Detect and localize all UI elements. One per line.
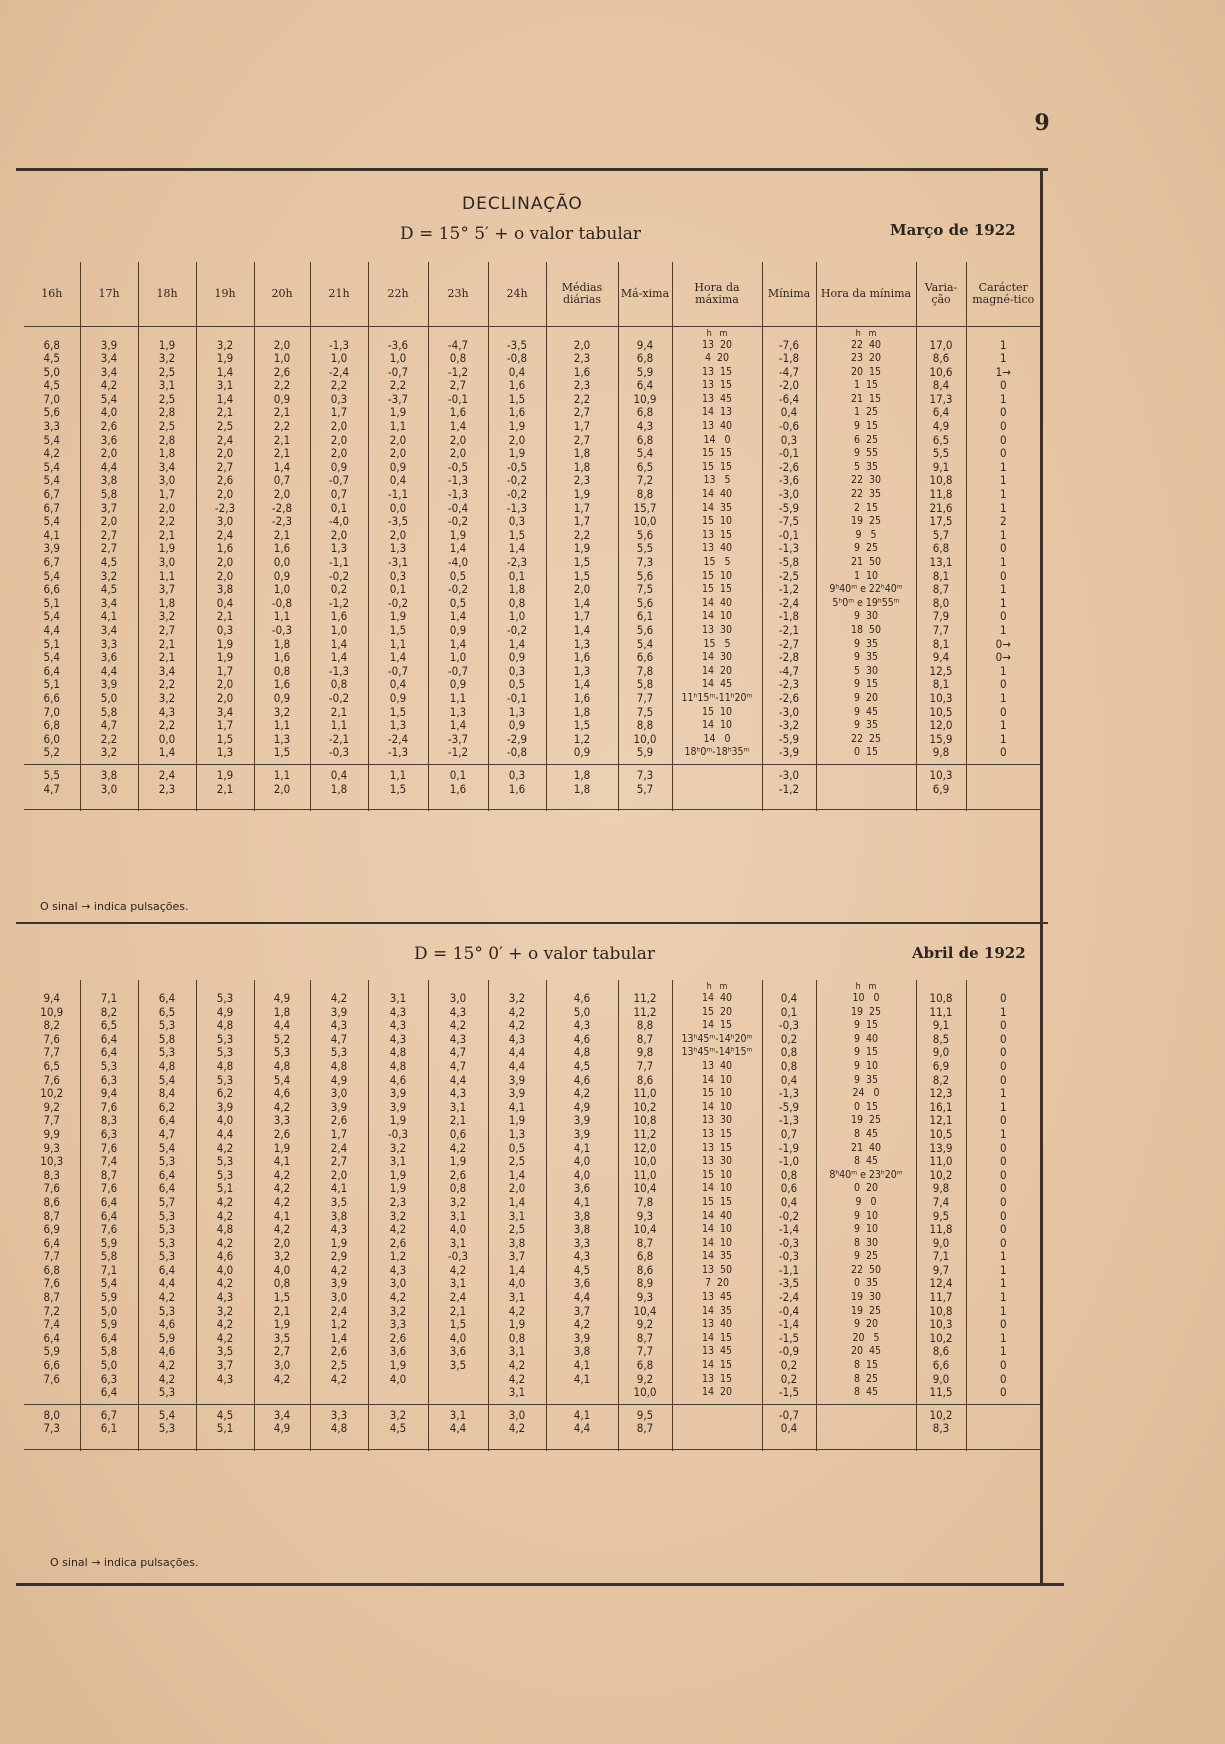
april-unit-hora-maxima: h m <box>672 980 762 992</box>
april-means-row <box>24 1404 1040 1449</box>
march-col-21h: -1,3 1,0 -2,4 2,2 0,3 1,7 2,0 2,0 2,0 0,9 -0,7 0,7 0,1 -4,0 2,0 1,3 -1,1 -0,2 0,2 -1,2 1,6 1,0 1,4 1,4 -1,3 0,8 -0,2 2,1 1,1 -2,1 -0,3 <box>310 339 368 765</box>
april-mean-medias: 4,1 4,4 <box>546 1404 618 1449</box>
march-col-maxima: 9,4 6,8 5,9 6,4 10,9 6,8 4,3 6,8 5,4 6,5 7,2 8,8 15,7 10,0 5,6 5,5 7,3 5,6 7,5 5,6 6,1 5,6 5,4 6,6 7,8 5,8 7,7 7,5 8,8 10,0 5,9 <box>618 339 672 765</box>
april-col-17h: 7,1 8,2 6,5 6,4 6,4 5,3 6,3 9,4 7,6 8,3 6,3 7,6 7,4 8,7 7,6 6,4 6,4 7,6 5,9 5,8 7,1 5,4 5,9 5,0 5,9 6,4 5,8 5,0 6,3 6,4 <box>80 992 138 1404</box>
march-header-hora-minima: Hora da mínima <box>816 262 916 326</box>
april-unit-hora-minima: h m <box>816 980 916 992</box>
march-mean-maxima: 7,3 5,7 <box>618 764 672 809</box>
page-number: 9 <box>1034 110 1050 136</box>
march-col-16h: 6,8 4,5 5,0 4,5 7,0 5,6 3,3 5,4 4,2 5,4 5,4 6,7 6,7 5,4 4,1 3,9 6,7 5,4 6,6 5,1 5,4 4,4 5,1 5,4 6,4 5,1 6,6 7,0 6,8 6,0 5,2 <box>43 338 60 760</box>
march-col-24h: -3,5 -0,8 0,4 1,6 1,5 1,6 1,9 2,0 1,9 -0,5 -0,2 -0,2 -1,3 0,3 1,5 1,4 -2,3 0,1 1,8 0,8 1,0 -0,2 1,4 0,9 0,3 0,5 -0,1 1,3 0,9 -2,9 -0,8 <box>488 339 546 765</box>
march-header-20h: 20h <box>254 262 310 326</box>
march-header-hora-maxima: Hora da máxima <box>672 262 762 326</box>
march-col-hora-minima: 22 40 23 20 20 15 1 15 21 15 1 25 9 15 6 25 9 55 5 35 22 30 22 35 2 15 19 25 9 5 9 25 21 50 1 10 9ʰ40ᵐ e 22ʰ40ᵐ 5ʰ0ᵐ e 19ʰ55ᵐ 9 30 18 50 9 35 9 35 5 30 9 15 9 20 9 45 9 35 22 25 0 15 <box>816 339 916 765</box>
april-mean-21h: 3,3 4,8 <box>310 1404 368 1449</box>
march-unit-hora-minima: h m <box>816 326 916 339</box>
march-month: Março de 1922 <box>890 221 1016 239</box>
april-col-18h: 6,4 6,5 5,3 5,8 5,3 4,8 5,4 8,4 6,2 6,4 4,7 5,4 5,3 6,4 6,4 5,7 5,3 5,3 5,3 5,3 6,4 4,4 4,2 5,3 4,6 5,9 4,6 4,2 4,2 5,3 <box>138 992 196 1404</box>
march-col-minima: -7,6 -1,8 -4,7 -2,0 -6,4 0,4 -0,6 0,3 -0,1 -2,6 -3,6 -3,0 -5,9 -7,5 -0,1 -1,3 -5,8 -2,5 -1,2 -2,4 -1,8 -2,1 -2,7 -2,8 -4,7 -2,3 -2,6 -3,0 -3,2 -5,9 -3,9 <box>762 339 816 765</box>
march-col-hora-maxima: 13 20 4 20 13 15 13 15 13 45 14 13 13 40 14 0 15 15 15 15 13 5 14 40 14 35 15 10 13 15 13 40 15 5 15 10 15 15 14 40 14 10 13 30 15 5 14 30 14 20 14 45 11ʰ15ᵐ-11ʰ20ᵐ 15 10 14 10 14 0 18ʰ0ᵐ-18ʰ35ᵐ <box>672 339 762 765</box>
march-formula: D = 15° 5′ + o valor tabular <box>400 224 642 244</box>
frame-middle-rule <box>16 922 1048 924</box>
march-col-caracter: 1 1 1→ 0 1 0 0 0 0 1 1 1 1 2 1 0 1 0 1 1 0 1 0→ 0→ 1 0 1 0 1 1 0 <box>966 339 1040 765</box>
april-note: O sinal → indica pulsações. <box>50 1556 199 1569</box>
april-col-19h: 5,3 4,9 4,8 5,3 5,3 4,8 5,3 6,2 3,9 4,0 4,4 4,2 5,3 5,3 5,1 4,2 4,2 4,8 4,2 4,6 4,0 4,2 4,3 3,2 4,2 4,2 3,5 3,7 4,3 <box>196 992 254 1404</box>
march-header-variacao: Varia-ção <box>916 262 966 326</box>
march-header-22h: 22h <box>368 262 428 326</box>
april-mean-22h: 3,2 4,5 <box>368 1404 428 1449</box>
march-mean-17h: 3,8 3,0 <box>80 764 138 809</box>
april-month: Abril de 1922 <box>912 944 1026 962</box>
march-mean-24h: 0,3 1,6 <box>488 764 546 809</box>
march-unit-hora-maxima: h m <box>672 326 762 339</box>
april-col-16h: 9,4 10,9 8,2 7,6 7,7 6,5 7,6 10,2 9,2 7,7 9,9 9,3 10,3 8,3 7,6 8,6 8,7 6,9 6,4 7,7 6,8 7,6 8,7 7,2 7,4 6,4 5,9 6,6 7,6 <box>40 992 64 1386</box>
april-mean-caracter <box>966 1404 1040 1449</box>
march-header-23h: 23h <box>428 262 488 326</box>
april-mean-17h: 6,7 6,1 <box>80 1404 138 1449</box>
march-header-medias: Médias diárias <box>546 262 618 326</box>
march-bottom-rule <box>24 809 1040 811</box>
frame-right-rule <box>1040 168 1043 1586</box>
april-mean-variacao: 10,2 8,3 <box>916 1404 966 1449</box>
april-col-minima: 0,4 0,1 -0,3 0,2 0,8 0,8 0,4 -1,3 -5,9 -1,3 0,7 -1,9 -1,0 0,8 0,6 0,4 -0,2 -1,4 -0,3 -0,3 -1,1 -3,5 -2,4 -0,4 -1,4 -1,5 -0,9 0,2 0,2 -1,5 <box>762 992 816 1404</box>
march-header-19h: 19h <box>196 262 254 326</box>
march-header-18h: 18h <box>138 262 196 326</box>
april-mean-19h: 4,5 5,1 <box>196 1404 254 1449</box>
march-header-24h: 24h <box>488 262 546 326</box>
april-mean-hora-maxima <box>672 1404 762 1449</box>
march-header-maxima: Má-xima <box>618 262 672 326</box>
april-col-maxima: 11,2 11,2 8,8 8,7 9,8 7,7 8,6 11,0 10,2 10,8 11,2 12,0 10,0 11,0 10,4 7,8 9,3 10,4 8,7 6,8 8,6 8,9 9,3 10,4 9,2 8,7 7,7 6,8 9,2 10,0 <box>618 992 672 1404</box>
march-header-21h: 21h <box>310 262 368 326</box>
march-units-row <box>24 326 1040 339</box>
march-header-16h: 16h <box>24 262 80 326</box>
march-mean-20h: 1,1 2,0 <box>254 764 310 809</box>
march-mean-variacao: 10,3 6,9 <box>916 764 966 809</box>
march-mean-hora-maxima <box>672 764 762 809</box>
april-col-variacao: 10,8 11,1 9,1 8,5 9,0 6,9 8,2 12,3 16,1 12,1 10,5 13,9 11,0 10,2 9,8 7,4 9,5 11,8 9,0 7,1 9,7 12,4 11,7 10,8 10,3 10,2 8,6 6,6 9,0 11,5 <box>916 992 966 1404</box>
frame-top-rule <box>16 168 1048 171</box>
april-col-hora-minima: 10 0 19 25 9 15 9 40 9 15 9 10 9 35 24 0 0 15 19 25 8 45 21 40 8 45 8ʰ40ᵐ e 23ʰ20ᵐ 0 20 9 0 9 10 9 10 8 30 9 25 22 50 0 35 19 30 19 25 9 20 20 5 20 45 8 15 8 25 8 45 <box>816 992 916 1404</box>
march-mean-caracter <box>966 764 1040 809</box>
april-mean-23h: 3,1 4,4 <box>428 1404 488 1449</box>
april-mean-24h: 3,0 4,2 <box>488 1404 546 1449</box>
april-mean-18h: 5,4 5,3 <box>138 1404 196 1449</box>
march-header-caracter: Carácter magné-tico <box>966 262 1040 326</box>
march-col-medias: 2,0 2,3 1,6 2,3 2,2 2,7 1,7 2,7 1,8 1,8 2,3 1,9 1,7 1,7 2,2 1,9 1,5 1,5 2,0 1,4 1,7 1,4 1,3 1,6 1,3 1,4 1,6 1,8 1,5 1,2 0,9 <box>546 339 618 765</box>
march-header-minima: Mínima <box>762 262 816 326</box>
march-mean-23h: 0,1 1,6 <box>428 764 488 809</box>
april-table <box>24 980 1040 1451</box>
april-col-22h: 3,1 4,3 4,3 4,3 4,8 4,8 4,6 3,9 3,9 1,9 -0,3 3,2 3,1 1,9 1,9 2,3 3,2 4,2 2,6 1,2 4,3 3,0 4,2 3,2 3,3 2,6 3,6 1,9 4,0 <box>368 992 428 1404</box>
march-mean-hora-minima <box>816 764 916 809</box>
march-mean-19h: 1,9 2,1 <box>196 764 254 809</box>
april-bottom-rule <box>24 1449 1040 1451</box>
april-mean-hora-minima <box>816 1404 916 1449</box>
march-mean-18h: 2,4 2,3 <box>138 764 196 809</box>
april-units-row <box>24 980 1040 992</box>
march-header-17h: 17h <box>80 262 138 326</box>
april-daily-rows <box>24 992 1040 1404</box>
march-col-23h: -4,7 0,8 -1,2 2,7 -0,1 1,6 1,4 2,0 2,0 -0,5 -1,3 -1,3 -0,4 -0,2 1,9 1,4 -4,0 0,5 -0,2 0,5 1,4 0,9 1,4 1,0 -0,7 0,9 1,1 1,3 1,4 -3,7 -1,2 <box>428 339 488 765</box>
april-col-23h: 3,0 4,3 4,2 4,3 4,7 4,7 4,4 4,3 3,1 2,1 0,6 4,2 1,9 2,6 0,8 3,2 3,1 4,0 3,1 -0,3 4,2 3,1 2,4 2,1 1,5 4,0 3,6 3,5 <box>428 992 488 1404</box>
march-col-variacao: 17,0 8,6 10,6 8,4 17,3 6,4 4,9 6,5 5,5 9,1 10,8 11,8 21,6 17,5 5,7 6,8 13,1 8,1 8,7 8,0 7,9 7,7 8,1 9,4 12,5 8,1 10,3 10,5 12,0 15,9 9,8 <box>916 339 966 765</box>
march-table <box>24 262 1040 811</box>
april-col-medias: 4,6 5,0 4,3 4,6 4,8 4,5 4,6 4,2 4,9 3,9 3,9 4,1 4,0 4,0 3,6 4,1 3,8 3,8 3,3 4,3 4,5 3,6 4,4 3,7 4,2 3,9 3,8 4,1 4,1 <box>546 992 618 1404</box>
march-means-row <box>24 764 1040 809</box>
april-col-caracter: 0 1 0 0 0 0 0 1 1 0 1 0 0 0 0 0 0 0 0 1 1 1 1 1 0 1 1 0 0 0 <box>966 992 1040 1404</box>
april-mean-maxima: 9,5 8,7 <box>618 1404 672 1449</box>
march-col-18h: 1,9 3,2 2,5 3,1 2,5 2,8 2,5 2,8 1,8 3,4 3,0 1,7 2,0 2,2 2,1 1,9 3,0 1,1 3,7 1,8 3,2 2,7 2,1 2,1 3,4 2,2 3,2 4,3 2,2 0,0 1,4 <box>138 339 196 765</box>
march-col-22h: -3,6 1,0 -0,7 2,2 -3,7 1,9 1,1 2,0 2,0 0,9 0,4 -1,1 0,0 -3,5 2,0 1,3 -3,1 0,3 0,1 -0,2 1,9 1,5 1,1 1,4 -0,7 0,4 0,9 1,5 1,3 -2,4 -1,3 <box>368 339 428 765</box>
april-col-20h: 4,9 1,8 4,4 5,2 5,3 4,8 5,4 4,6 4,2 3,3 2,6 1,9 4,1 4,2 4,2 4,2 4,1 4,2 2,0 3,2 4,0 0,8 1,5 2,1 1,9 3,5 2,7 3,0 4,2 <box>254 992 310 1404</box>
march-col-20h: 2,0 1,0 2,6 2,2 0,9 2,1 2,2 2,1 2,1 1,4 0,7 2,0 -2,8 -2,3 2,1 1,6 0,0 0,9 1,0 -0,8 1,1 -0,3 1,8 1,6 0,8 1,6 0,9 3,2 1,1 1,3 1,5 <box>254 339 310 765</box>
march-note: O sinal → indica pulsações. <box>40 900 189 913</box>
march-mean-medias: 1,8 1,8 <box>546 764 618 809</box>
april-formula: D = 15° 0′ + o valor tabular <box>414 944 656 964</box>
march-mean-16h: 5,5 4,7 <box>24 764 80 809</box>
march-mean-minima: -3,0 -1,2 <box>762 764 816 809</box>
april-col-hora-maxima: 14 40 15 20 14 15 13ʰ45ᵐ-14ʰ20ᵐ 13ʰ45ᵐ-14ʰ15ᵐ 13 40 14 10 15 10 14 10 13 30 13 15 13 15 13 30 15 10 14 10 15 15 14 40 14 10 14 10 14 35 13 50 7 20 13 45 14 35 13 40 14 15 13 45 14 15 13 15 14 20 <box>672 992 762 1404</box>
march-daily-rows <box>24 339 1040 765</box>
april-mean-16h: 8,0 7,3 <box>24 1404 80 1449</box>
march-mean-21h: 0,4 1,8 <box>310 764 368 809</box>
april-col-21h: 4,2 3,9 4,3 4,7 5,3 4,8 4,9 3,0 3,9 2,6 1,7 2,4 2,7 2,0 4,1 3,5 3,8 4,3 1,9 2,9 4,2 3,9 3,0 2,4 1,2 1,4 2,6 2,5 4,2 <box>310 992 368 1404</box>
march-col-17h: 3,9 3,4 3,4 4,2 5,4 4,0 2,6 3,6 2,0 4,4 3,8 5,8 3,7 2,0 2,7 2,7 4,5 3,2 4,5 3,4 4,1 3,4 3,3 3,6 4,4 3,9 5,0 5,8 4,7 2,2 3,2 <box>80 339 138 765</box>
march-col-19h: 3,2 1,9 1,4 3,1 1,4 2,1 2,5 2,4 2,0 2,7 2,6 2,0 -2,3 3,0 2,4 1,6 2,0 2,0 3,8 0,4 2,1 0,3 1,9 1,9 1,7 2,0 2,0 3,4 1,7 1,5 1,3 <box>196 339 254 765</box>
april-col-24h: 3,2 4,2 4,2 4,3 4,4 4,4 3,9 3,9 4,1 1,9 1,3 0,5 2,5 1,4 2,0 1,4 3,1 2,5 3,8 3,7 1,4 4,0 3,1 4,2 1,9 0,8 3,1 4,2 4,2 3,1 <box>488 992 546 1404</box>
march-mean-22h: 1,1 1,5 <box>368 764 428 809</box>
april-mean-20h: 3,4 4,9 <box>254 1404 310 1449</box>
april-mean-minima: -0,7 0,4 <box>762 1404 816 1449</box>
section-title: DECLINAÇÃO <box>462 194 583 214</box>
frame-bottom-rule <box>16 1583 1064 1586</box>
